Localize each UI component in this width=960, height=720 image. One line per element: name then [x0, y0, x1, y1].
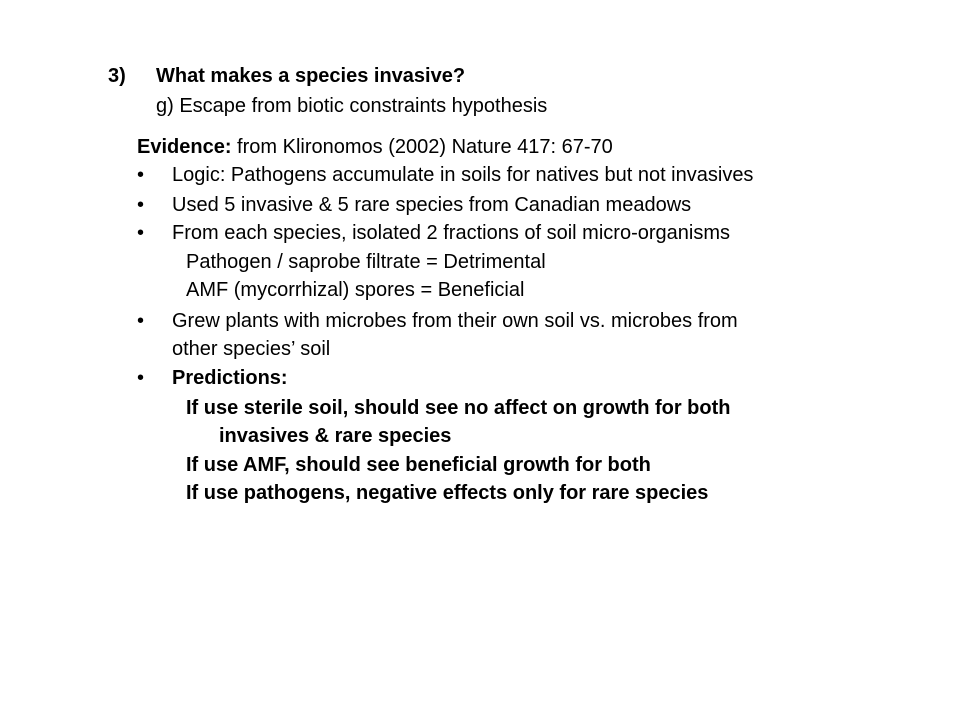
prediction-item: If use sterile soil, should see no affect on growth for both [186, 397, 731, 419]
bullet-icon: • [137, 310, 145, 332]
evidence-text: from Klironomos (2002) Nature 417: 67-70 [231, 136, 613, 158]
heading-title: What makes a species invasive? [156, 65, 466, 87]
heading-number: 3) [108, 65, 126, 87]
bullet-icon: • [137, 194, 145, 216]
subheading: g) Escape from biotic constraints hypothesis [156, 95, 548, 117]
bullet-text: From each species, isolated 2 fractions of soil micro-organisms [172, 222, 730, 244]
bullet-icon: • [137, 222, 145, 244]
prediction-item: If use pathogens, negative effects only for rare species [186, 482, 709, 504]
bullet-continuation: other species’ soil [172, 338, 331, 360]
sub-item: Pathogen / saprobe filtrate = Detrimental [186, 251, 546, 273]
bullet-text: Grew plants with microbes from their own soil vs. microbes from [172, 310, 738, 332]
bullet-text: Predictions: [172, 367, 288, 389]
prediction-continuation: invasives & rare species [219, 425, 452, 447]
evidence-line [137, 135, 613, 159]
bullet-icon: • [137, 164, 145, 186]
bullet-text: Logic: Pathogens accumulate in soils for natives but not invasives [172, 164, 754, 186]
prediction-item: If use AMF, should see beneficial growth for both [186, 454, 651, 476]
sub-item: AMF (mycorrhizal) spores = Beneficial [186, 279, 525, 301]
evidence-label: Evidence: [137, 136, 232, 158]
bullet-icon: • [137, 367, 145, 389]
bullet-text: Used 5 invasive & 5 rare species from Canadian meadows [172, 194, 692, 216]
